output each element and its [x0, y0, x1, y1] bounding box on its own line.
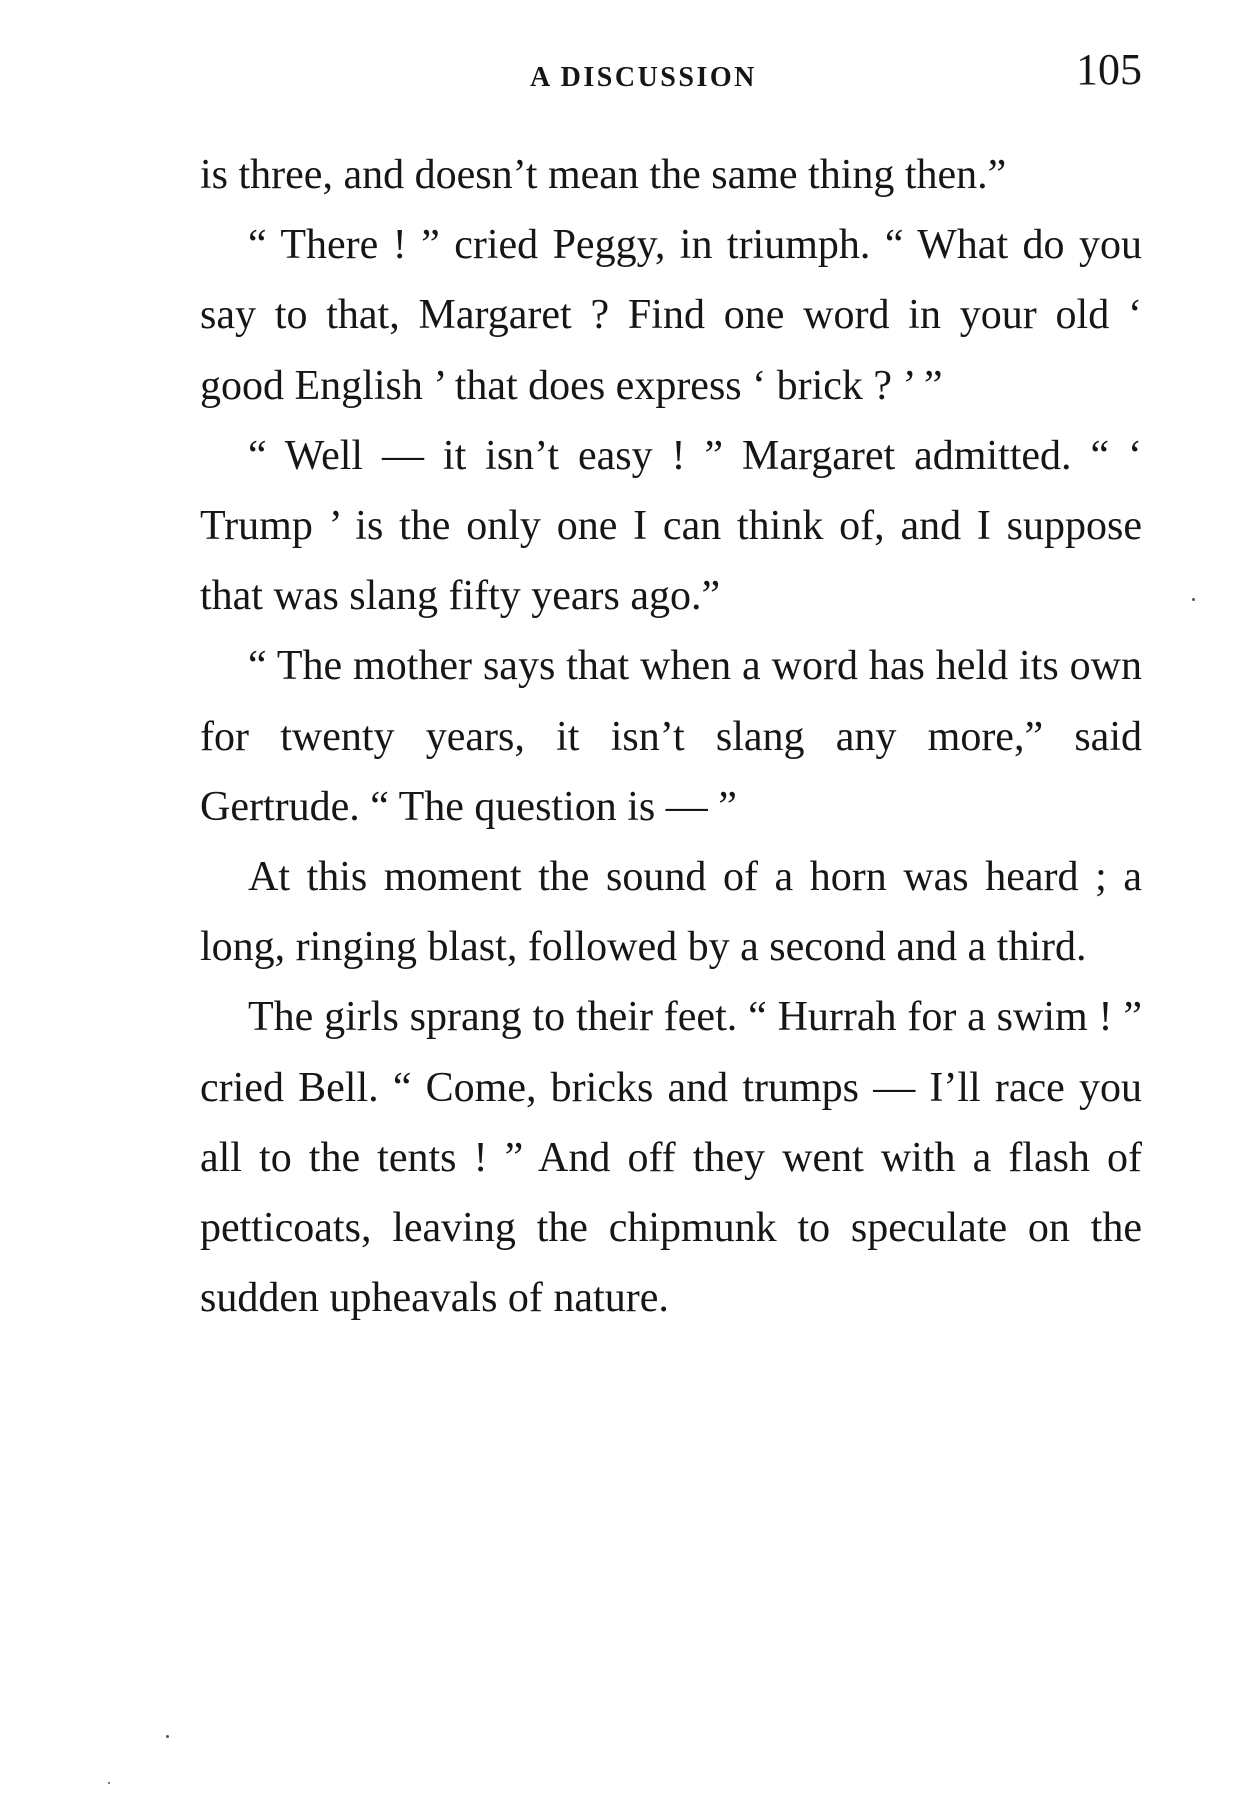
page-number: 105	[1076, 45, 1142, 94]
paragraph: At this moment the sound of a horn was heard ; a long, ringing blast, followed by a second and a third.	[200, 854, 1142, 971]
paragraph: “ There ! ” cried Peggy, in triumph. “ What do you say to that, Margaret ? Find one word in your old ‘ good English ’ that does express ‘ brick ? ’ ”	[200, 222, 1142, 409]
paper-speck	[166, 1735, 169, 1738]
running-title: A DISCUSSION	[530, 62, 757, 93]
running-head	[200, 40, 1142, 100]
paper-speck	[1192, 598, 1195, 601]
paragraph: is three, and doesn’t mean the same thing then.”	[200, 152, 1007, 198]
paper-speck	[108, 1782, 110, 1784]
paragraph: The girls sprang to their feet. “ Hurrah for a swim ! ” cried Bell. “ Come, bricks and trumps — I’ll race you all to the tents ! ” And off they went with a flash of petticoats, leaving the chipmunk to speculate on the sudden upheavals of nature.	[200, 994, 1142, 1322]
paragraph: “ The mother says that when a word has held its own for twenty years, it isn’t slang any more,” said Gertrude. “ The question is — ”	[200, 643, 1142, 830]
paragraph: “ Well — it isn’t easy ! ” Margaret admitted. “ ‘ Trump ’ is the only one I can think of, and I suppose that was slang fifty years ago.”	[200, 432, 1142, 620]
body-text	[200, 140, 1142, 1333]
